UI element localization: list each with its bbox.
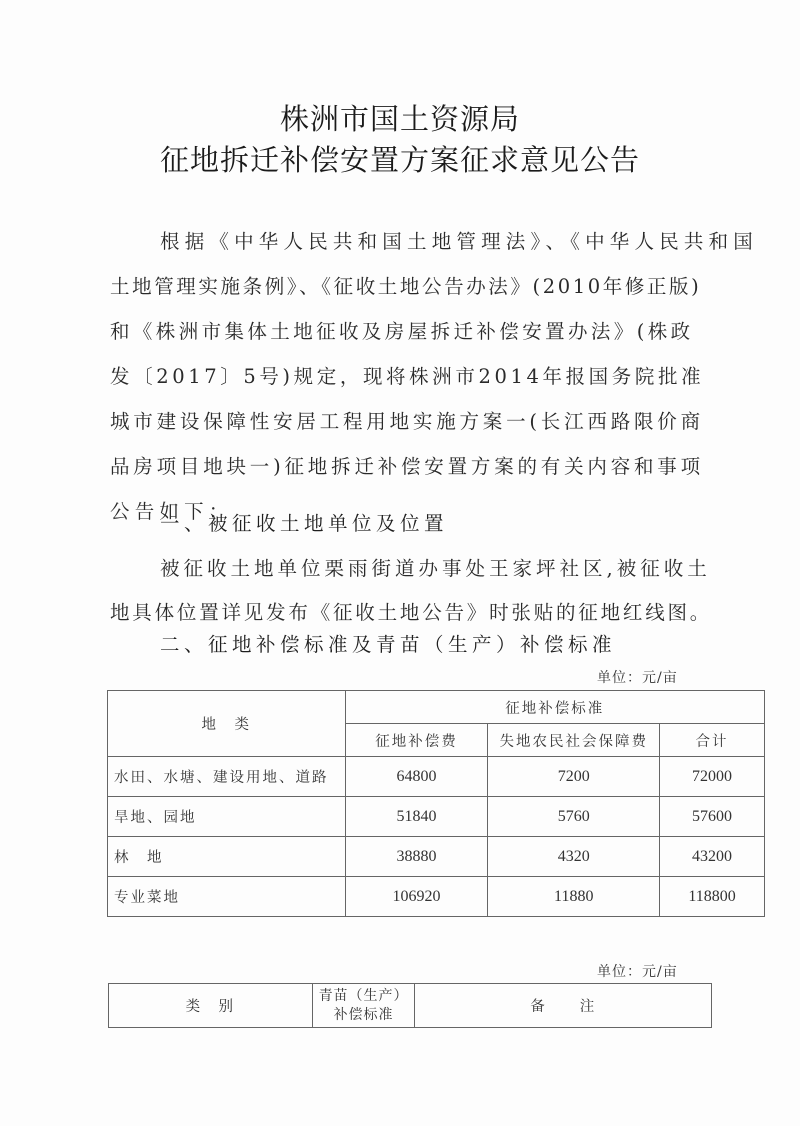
intro-line: 城市建设保障性安居工程用地实施方案一(长江西路限价商 xyxy=(110,410,704,433)
header-land-type: 地 类 xyxy=(108,691,346,757)
document-title-line2: 征地拆迁补偿安置方案征求意见公告 xyxy=(159,143,640,177)
total-cell: 43200 xyxy=(660,837,765,877)
header-social-security-fee: 失地农民社会保障费 xyxy=(488,724,660,757)
social-security-cell: 7200 xyxy=(488,757,660,797)
section1-line: 被征收土地单位栗雨街道办事处王家坪社区,被征收土 xyxy=(160,557,711,580)
intro-line: 根据《中华人民共和国土地管理法》、《中华人民共和国 xyxy=(160,230,759,253)
header-category: 类 别 xyxy=(109,984,313,1028)
table-row xyxy=(108,797,765,837)
intro-line: 公告如下： xyxy=(110,500,234,523)
unit-label: 单位：元/亩 xyxy=(597,670,678,686)
compensation-fee-cell: 106920 xyxy=(345,877,488,917)
total-cell: 72000 xyxy=(660,757,765,797)
crop-compensation-table xyxy=(108,983,712,1028)
compensation-fee-cell: 51840 xyxy=(345,797,488,837)
header-compensation-standard: 征地补偿标准 xyxy=(345,691,764,724)
unit-label-2: 单位：元/亩 xyxy=(597,964,678,980)
table-row xyxy=(108,877,765,917)
section1-heading: 一、被征收土地单位及位置 xyxy=(160,512,449,535)
section2-heading: 二、征地补偿标准及青苗（生产）补偿标准 xyxy=(160,633,617,656)
table-row xyxy=(108,837,765,877)
document-title-line1: 株洲市国土资源局 xyxy=(279,102,520,136)
header-remarks: 备 注 xyxy=(415,984,712,1028)
header-total: 合计 xyxy=(660,724,765,757)
intro-line: 发〔2017〕5号)规定，现将株洲市2014年报国务院批准 xyxy=(110,365,705,388)
intro-line: 和《株洲市集体土地征收及房屋拆迁补偿安置办法》(株政 xyxy=(110,320,694,343)
intro-line: 土地管理实施条例》、《征收土地公告办法》(2010年修正版) xyxy=(110,275,702,298)
land-type-cell: 旱地、园地 xyxy=(108,797,346,837)
compensation-fee-cell: 38880 xyxy=(345,837,488,877)
intro-line: 品房项目地块一)征地拆迁补偿安置方案的有关内容和事项 xyxy=(110,455,704,478)
social-security-cell: 11880 xyxy=(488,877,660,917)
header-crop-standard-line2: 补偿标准 xyxy=(333,1006,394,1023)
compensation-fee-cell: 64800 xyxy=(345,757,488,797)
land-type-cell: 专业菜地 xyxy=(108,877,346,917)
total-cell: 57600 xyxy=(660,797,765,837)
header-compensation-fee: 征地补偿费 xyxy=(345,724,488,757)
header-crop-standard xyxy=(312,984,415,1028)
section1-line: 地具体位置详见发布《征收土地公告》时张贴的征地红线图。 xyxy=(110,601,713,624)
land-compensation-table xyxy=(107,690,765,917)
social-security-cell: 4320 xyxy=(488,837,660,877)
land-type-cell: 水田、水塘、建设用地、道路 xyxy=(108,757,346,797)
total-cell: 118800 xyxy=(660,877,765,917)
land-type-cell: 林 地 xyxy=(108,837,346,877)
social-security-cell: 5760 xyxy=(488,797,660,837)
header-crop-standard-line1: 青苗（生产） xyxy=(318,987,409,1004)
table-row xyxy=(108,757,765,797)
